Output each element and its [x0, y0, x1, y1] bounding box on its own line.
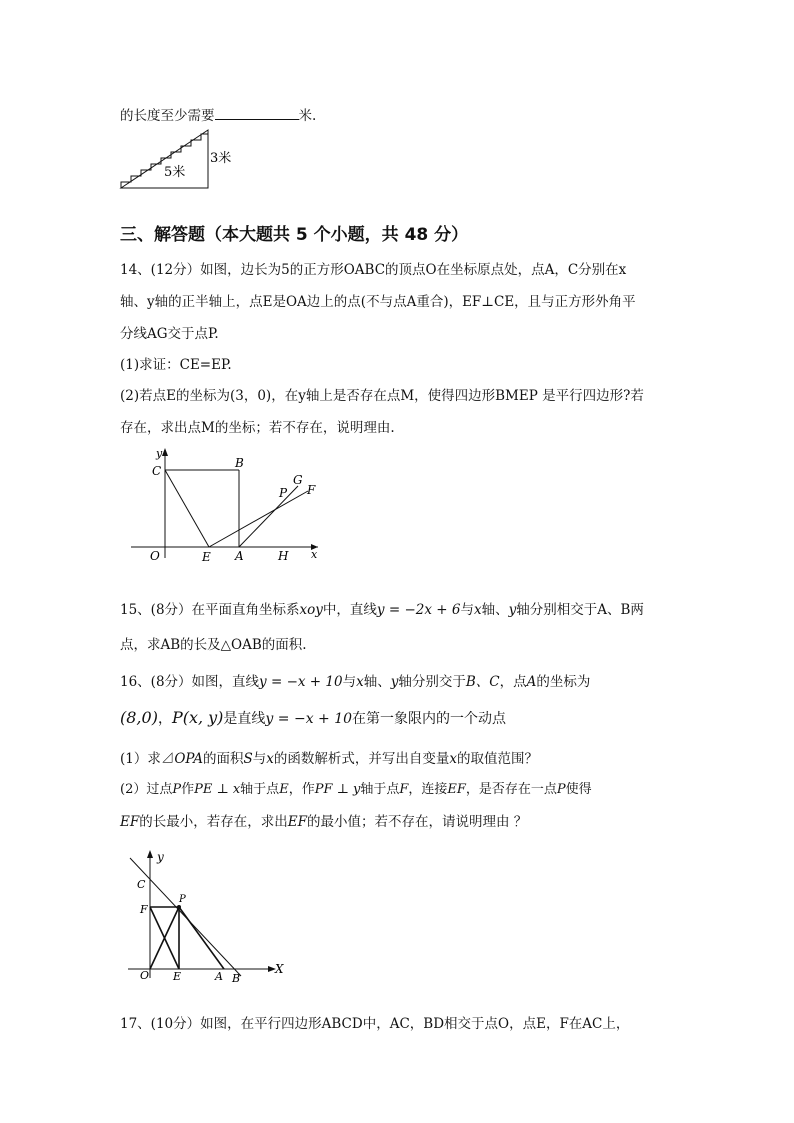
- q13-line: [120, 104, 316, 124]
- q14-label-F: F: [307, 483, 316, 497]
- q16-math: P: [172, 782, 182, 797]
- q16-label-X: X: [275, 962, 284, 976]
- q16-label-O: O: [140, 969, 150, 982]
- q16-math: EF: [287, 814, 307, 830]
- q14-label-O: O: [150, 549, 160, 563]
- q16-text: 与: [342, 674, 357, 690]
- q16-text: 的最小值；若不存在，请说明理由 ？: [306, 814, 528, 830]
- q14-part2b: 存在，求出点M的坐标；若不存在，说明理由.: [120, 420, 395, 436]
- answer-blank[interactable]: [215, 107, 299, 120]
- q16-text: 在第一象限内的一个动点: [352, 711, 507, 727]
- q16-label-F: F: [140, 903, 148, 916]
- q16-text: (2）过点: [120, 782, 173, 797]
- q16-part1: [120, 747, 538, 767]
- q16-line1: [120, 670, 590, 690]
- q16-text: ，连接: [408, 782, 448, 797]
- q15-math-xoy: xoy: [299, 602, 323, 618]
- q14-label-C: C: [152, 464, 162, 478]
- q16-text: 16、(8分）如图，直线: [120, 674, 260, 690]
- q16-text: 轴、: [363, 674, 391, 690]
- q15-text: 与: [460, 602, 474, 618]
- q16-text: 的取值范围？: [457, 751, 539, 767]
- q16-line2: [120, 708, 506, 728]
- q14-line2: 轴、y轴的正半轴上，点E是OA边上的点(不与点A重合)，EF⊥CE，且与正方形外角平: [120, 294, 636, 310]
- q16-text: 作: [181, 782, 195, 797]
- q16-math: B、C: [465, 674, 500, 690]
- q16-text: 是直线: [223, 711, 266, 727]
- q16-math: P(x, y): [171, 708, 224, 727]
- q14-label-A: A: [235, 549, 244, 563]
- staircase-figure: [118, 122, 248, 192]
- q16-math: PE ⊥ x: [194, 782, 241, 797]
- q16-math: x: [266, 751, 274, 767]
- label-diagonal: 5米: [164, 165, 186, 180]
- section-title: 三、解答题（本大题共 5 个小题，共 48 分）: [120, 225, 469, 245]
- q15-math-line: y = −2x + 6: [376, 602, 461, 618]
- q14-label-G: G: [293, 473, 303, 487]
- label-height: 3米: [210, 151, 232, 166]
- q16-text: 的长最小，若存在，求出: [139, 814, 288, 830]
- q16-part2: [120, 778, 592, 797]
- q15-text: 中，直线: [322, 602, 377, 618]
- q14-part1: (1)求证：CE=EP.: [120, 357, 232, 373]
- q16-text: 的函数解析式，并写出自变量: [273, 751, 450, 767]
- q13-text-before: 的长度至少需要: [120, 108, 215, 124]
- q16-text: (1）求⊿: [120, 751, 175, 767]
- q16-math: S: [243, 751, 253, 767]
- q16-text: 轴分别交于: [398, 674, 466, 690]
- q16-math: P: [556, 782, 566, 797]
- q16-math: PF ⊥ y: [314, 782, 361, 797]
- q14-label-x: x: [311, 548, 318, 561]
- q16-label-P: P: [179, 894, 186, 905]
- q16-label-y: y: [157, 850, 164, 864]
- q16-text: 与: [252, 751, 267, 767]
- q14-part2a: (2)若点E的坐标为(3，0)，在y轴上是否存在点M，使得四边形BMEP 是平行四边形?若: [120, 388, 644, 404]
- q13-text-after: 米.: [298, 108, 317, 124]
- q16-label-E: E: [173, 970, 182, 983]
- q16-text: ，作: [288, 782, 315, 797]
- q15-text: 15、(8分）在平面直角坐标系: [120, 602, 300, 618]
- q16-math: x: [449, 751, 458, 767]
- q15-math-y: y: [508, 602, 517, 618]
- q16-math: y = −x + 10: [265, 711, 353, 727]
- q14-label-E: E: [202, 550, 211, 564]
- q16-text: 轴于点: [360, 782, 400, 797]
- q16-math: y: [390, 674, 399, 690]
- q16-text: 使得: [565, 782, 592, 797]
- q14-label-y: y: [156, 447, 163, 460]
- q15-text: 轴、: [481, 602, 509, 618]
- q16-math: EF: [447, 782, 466, 797]
- q16-label-C: C: [137, 878, 146, 891]
- q16-text: 的坐标为: [536, 674, 591, 690]
- q14-figure: [128, 446, 328, 568]
- q17-line1: 17、(10分）如图，在平行四边形ABCD中，AC，BD相交于点O，点E，F在AC上，: [120, 1016, 630, 1032]
- q16-label-A: A: [215, 970, 223, 983]
- q16-math: y = −x + 10: [259, 674, 343, 690]
- q16-text: ，点: [499, 674, 527, 690]
- q16-figure: [126, 846, 292, 986]
- q15-line2: 点，求AB的长及△OAB的面积.: [120, 637, 307, 653]
- q15-text: 轴分别相交于A、B两: [516, 602, 644, 618]
- q16-math: OPA: [174, 751, 204, 767]
- q14-label-H: H: [278, 549, 289, 563]
- q14-label-B: B: [235, 456, 244, 470]
- q14-line3: 分线AG交于点P.: [120, 326, 219, 342]
- q16-part2-cont: [120, 810, 527, 830]
- q15-line1: [120, 598, 644, 618]
- q16-label-B: B: [232, 972, 241, 985]
- q14-line1: 14、(12分）如图，边长为5的正方形OABC的顶点O在坐标原点处，点A，C分别在x: [120, 262, 627, 278]
- q16-text: 的面积: [203, 751, 244, 767]
- q16-math: A: [526, 674, 537, 690]
- q16-text: 轴于点: [240, 782, 280, 797]
- q16-math: E: [279, 782, 289, 797]
- q16-text: ，是否存在一点: [465, 782, 557, 797]
- q16-math: F: [399, 782, 409, 797]
- q16-text: ，: [157, 711, 172, 727]
- q15-math-x: x: [473, 602, 482, 618]
- q14-label-P: P: [279, 486, 288, 500]
- q16-math: EF: [120, 814, 140, 830]
- q16-math: x: [356, 674, 364, 690]
- q16-math: (8,0): [120, 708, 158, 727]
